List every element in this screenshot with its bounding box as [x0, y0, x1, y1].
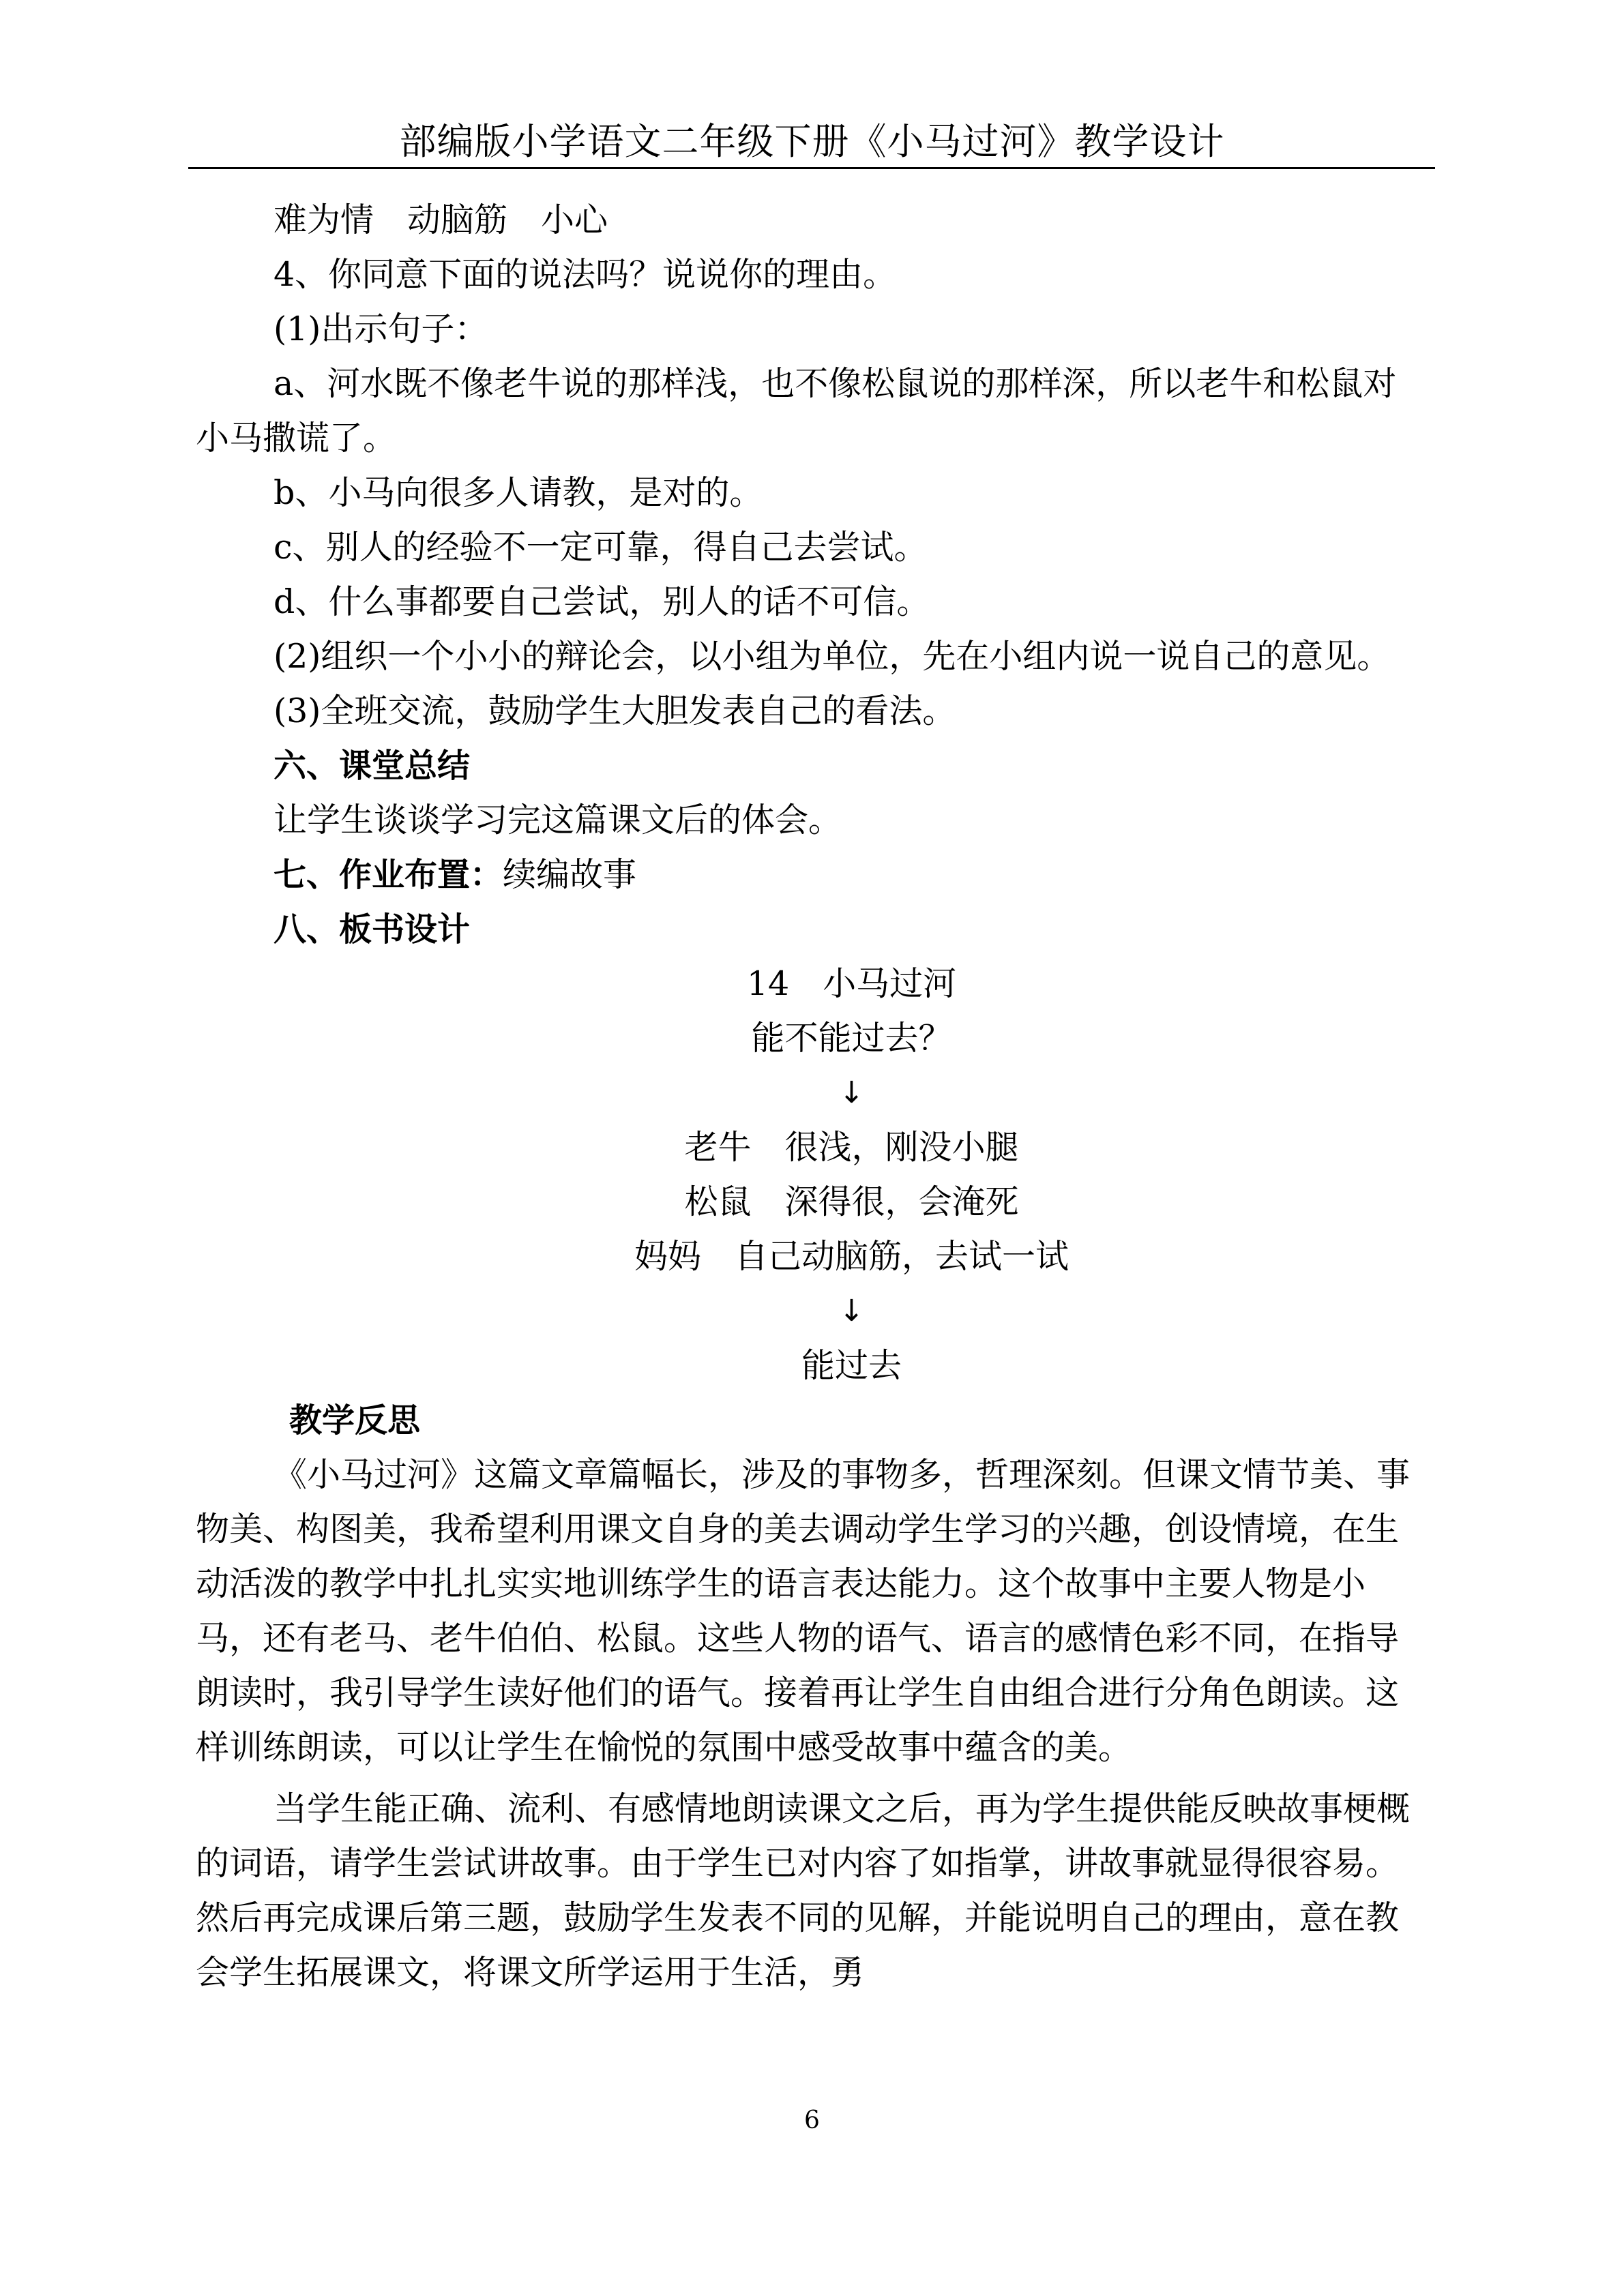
blackboard-design	[196, 957, 1507, 1393]
down-arrow-icon: ↓	[839, 1294, 864, 1328]
vocab-line: 难为情 动脑筋 小心	[274, 200, 608, 239]
section-7-heading	[196, 848, 1423, 902]
reflection-heading: 教学反思	[289, 1401, 421, 1440]
section-7-text: 续编故事	[503, 855, 637, 894]
reflection-paragraph-1: 《小马过河》这篇文章篇幅长，涉及的事物多，哲理深刻。但课文情节美、事物美、构图美，我希望利用课文自身的美去调动学生学习的兴趣，创设情境，在生动活泼的教学中扎扎实实地训练学生的语言表达能力。这个故事中主要人物是小马，还有老马、老牛伯伯、松鼠。这些人物的语气、语言的感情色彩不同，在指导朗读时，我引导学生读好他们的语气。接着再让学生自由组合进行分角色朗读。这样训练朗读，可以让学生在愉悦的氛围中感受故事中蕴含的美。	[196, 1455, 1411, 1767]
statement-c: c、别人的经验不一定可靠，得自己去尝试。	[274, 528, 928, 567]
board-row-ox: 老牛 很浅，刚没小腿	[684, 1128, 1019, 1167]
statement-d: d、什么事都要自己尝试，别人的话不可信。	[274, 582, 930, 621]
board-title: 14 小马过河	[746, 964, 957, 1003]
question-4: 4、你同意下面的说法吗？说说你的理由。	[274, 255, 897, 294]
paragraph-gap	[196, 1775, 1423, 1782]
board-row-mother: 妈妈 自己动脑筋，去试一试	[634, 1237, 1069, 1276]
page-number: 6	[804, 2106, 820, 2134]
question-4-step-1: (1)出示句子：	[274, 310, 488, 348]
statement-a: a、河水既不像老牛说的那样浅，也不像松鼠说的那样深，所以老牛和松鼠对小马撒谎了。	[196, 364, 1397, 458]
section-6-text: 让学生谈谈学习完这篇课文后的体会。	[274, 801, 842, 839]
header-divider	[188, 167, 1435, 169]
board-question: 能不能过去？	[751, 1019, 952, 1058]
section-8-heading: 八、板书设计	[274, 910, 471, 949]
section-6-heading: 六、课堂总结	[274, 747, 471, 785]
down-arrow-icon: ↓	[839, 1075, 864, 1110]
document-body	[196, 193, 1423, 2000]
board-result: 能过去	[801, 1346, 902, 1385]
question-4-step-3: (3)全班交流，鼓励学生大胆发表自己的看法。	[274, 691, 956, 730]
board-row-squirrel: 松鼠 深得很，会淹死	[684, 1182, 1019, 1221]
reflection-paragraph-2: 当学生能正确、流利、有感情地朗读课文之后，再为学生提供能反映故事梗概的词语，请学生尝试讲故事。由于学生已对内容了如指掌，讲故事就显得很容易。然后再完成课后第三题，鼓励学生发表不同的见解，并能说明自己的理由，意在教会学生拓展课文，将课文所学运用于生活，勇	[196, 1789, 1411, 1992]
page-header-title: 部编版小学语文二年级下册《小马过河》教学设计	[399, 120, 1225, 163]
statement-b: b、小马向很多人请教，是对的。	[274, 473, 763, 512]
question-4-step-2: (2)组织一个小小的辩论会，以小组为单位，先在小组内说一说自己的意见。	[274, 637, 1391, 676]
section-7-title: 七、作业布置：	[274, 856, 503, 894]
